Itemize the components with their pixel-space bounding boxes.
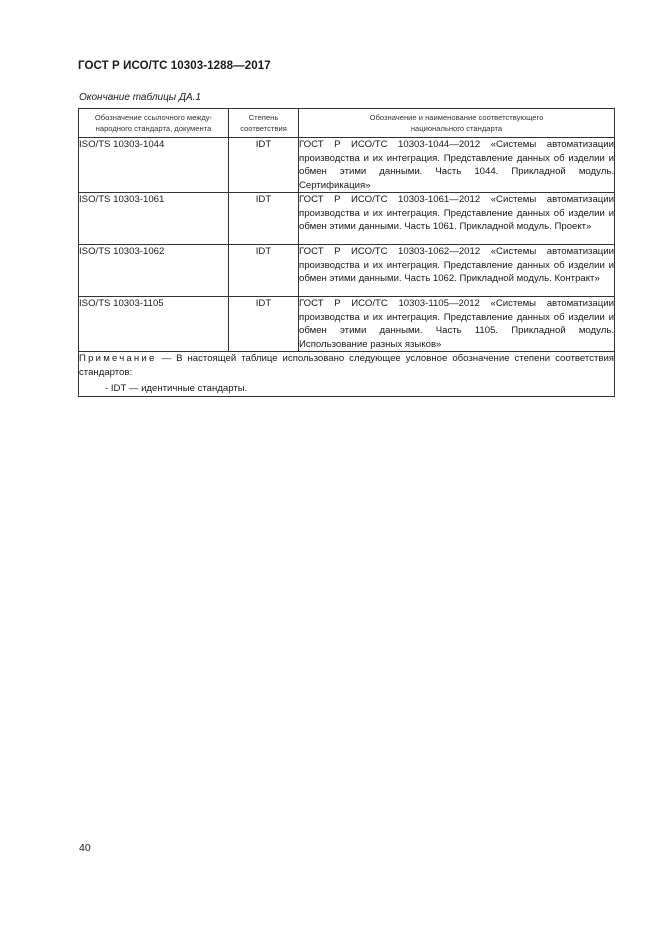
table-row [79, 193, 615, 245]
header-national-standard: Обозначение и наименование соответствующего национального стандарта [299, 109, 615, 138]
document-header: ГОСТ Р ИСО/ТС 10303-1288—2017 [78, 60, 271, 72]
note-body: — В настоящей таблице использовано следующее условное обозначение степени соответствия стандартов: [79, 353, 614, 378]
cell-degree: IDT [229, 297, 299, 352]
cell-degree: IDT [229, 193, 299, 245]
table-row [79, 138, 615, 193]
cell-code: ISO/TS 10303-1061 [79, 193, 229, 245]
cell-code: ISO/TS 10303-1105 [79, 297, 229, 352]
cell-degree: IDT [229, 245, 299, 297]
cell-code: ISO/TS 10303-1044 [79, 138, 229, 193]
header-international-standard: Обозначение ссылочного между- народного стандарта, документа [79, 109, 229, 138]
page-number: 40 [79, 842, 91, 854]
table-header-row [79, 109, 615, 138]
standards-table [78, 108, 615, 397]
cell-national-name: ГОСТ Р ИСО/ТС 10303-1044—2012 «Системы автоматизации производства и их интеграция. Представление данных об изделии и обмен этими данными. Часть 1044. Прикладной модуль. Сертификация» [299, 139, 614, 191]
cell-code: ISO/TS 10303-1062 [79, 245, 229, 297]
header-degree: Степень соответствия [229, 109, 299, 138]
cell-degree: IDT [229, 138, 299, 193]
table-caption: Окончание таблицы ДА.1 [79, 92, 201, 103]
cell-national-name: ГОСТ Р ИСО/ТС 10303-1062—2012 «Системы автоматизации производства и их интеграция. Представление данных об изделии и обмен этими данными. Часть 1062. Прикладной модуль. Контракт» [299, 245, 615, 297]
table-note [79, 352, 615, 397]
cell-national-name: ГОСТ Р ИСО/ТС 10303-1105—2012 «Системы автоматизации производства и их интеграция. Представление данных об изделии и обмен этими данными. Часть 1105. Прикладной модуль. Использование разных языков» [299, 298, 614, 350]
table-note-row [79, 352, 615, 397]
note-list-item: - IDT — идентичные стандарты. [105, 383, 248, 394]
table-row [79, 245, 615, 297]
table-row [79, 297, 615, 352]
note-label: Примечание [79, 353, 157, 364]
note-text [79, 352, 614, 379]
cell-national-name: ГОСТ Р ИСО/ТС 10303-1061—2012 «Системы автоматизации производства и их интеграция. Представление данных об изделии и обмен этими данными. Часть 1061. Прикладной модуль. Проект» [299, 193, 615, 245]
